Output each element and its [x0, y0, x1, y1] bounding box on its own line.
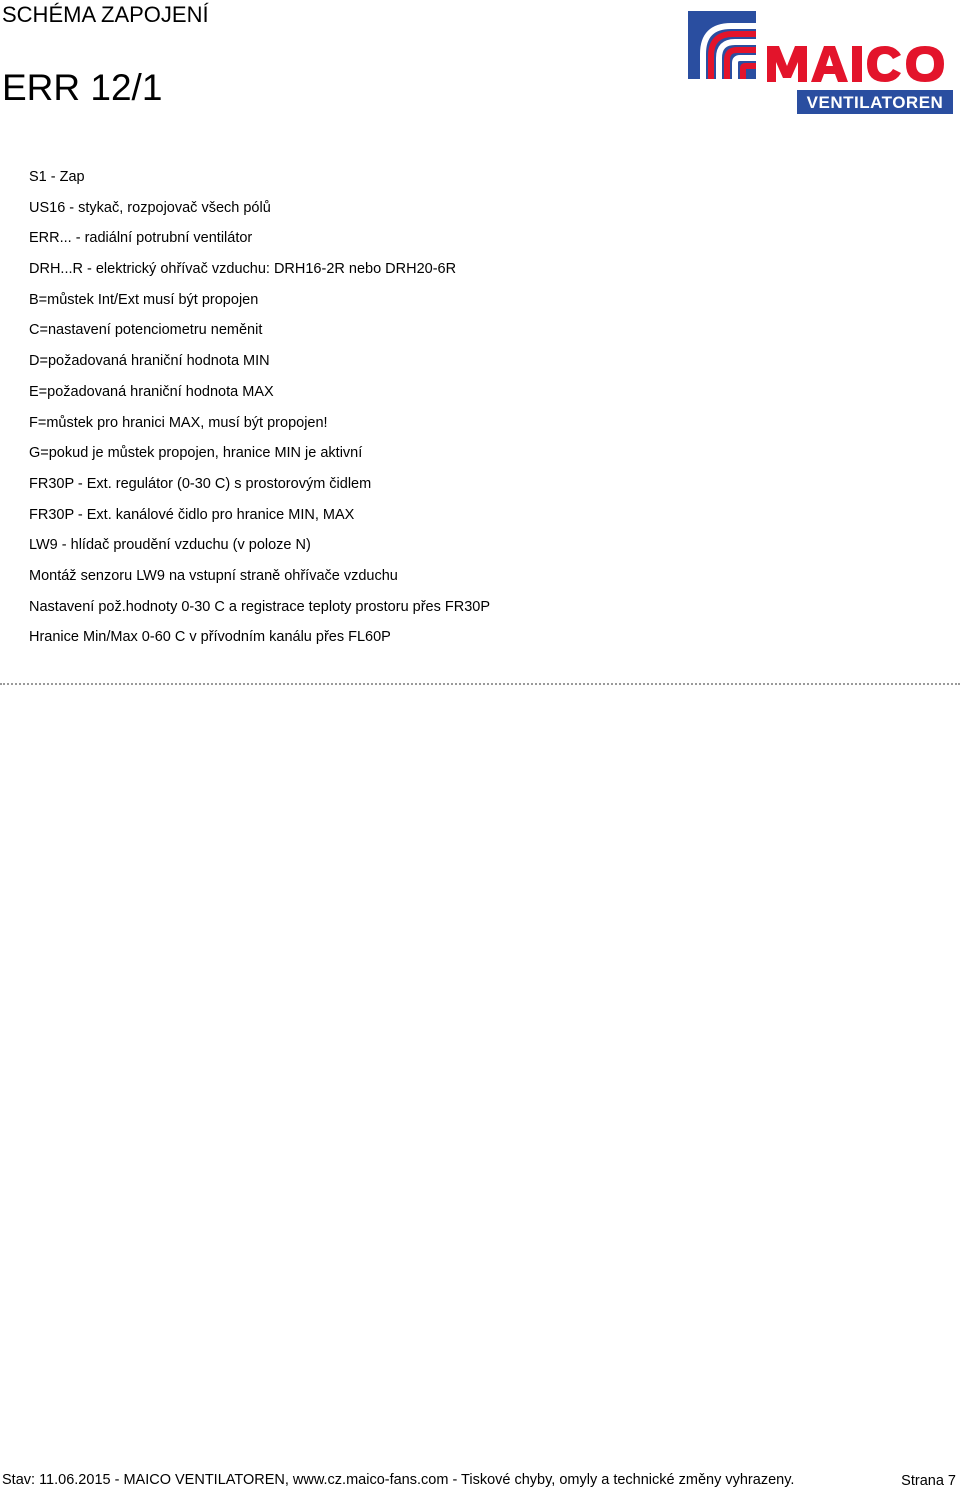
note-item: B=můstek Int/Ext musí být propojen — [29, 291, 259, 308]
maico-logo — [687, 10, 955, 116]
note-item: Montáž senzoru LW9 na vstupní straně ohřívače vzduchu — [29, 567, 398, 584]
note-item: FR30P - Ext. regulátor (0-30 C) s prostorovým čidlem — [29, 475, 372, 492]
note-item: Hranice Min/Max 0-60 C v přívodním kanálu přes FL60P — [29, 629, 391, 646]
note-item: E=požadovaná hraniční hodnota MAX — [29, 383, 274, 400]
footer-status: Stav: 11.06.2015 - MAICO VENTILATOREN, www.cz.maico-fans.com - Tiskové chyby, omyly a technické změny vyhrazeny. — [2, 1472, 795, 1488]
page-number: Strana 7 — [901, 1473, 956, 1489]
note-item: D=požadovaná hraniční hodnota MIN — [29, 353, 270, 370]
note-item: G=pokud je můstek propojen, hranice MIN je aktivní — [29, 445, 363, 462]
note-item: FR30P - Ext. kanálové čidlo pro hranice MIN, MAX — [29, 506, 355, 523]
maico-wordmark — [767, 46, 944, 82]
maico-emblem-icon — [688, 11, 756, 79]
section-title: SCHÉMA ZAPOJENÍ — [2, 2, 209, 27]
svg-text:VENTILATOREN: VENTILATOREN — [806, 93, 944, 112]
ventilatoren-banner — [797, 90, 953, 114]
note-item: Nastavení pož.hodnoty 0-30 C a registrace teploty prostoru přes FR30P — [29, 598, 491, 615]
note-item: DRH...R - elektrický ohřívač vzduchu: DRH16-2R nebo DRH20-6R — [29, 261, 457, 278]
note-item: ERR... - radiální potrubní ventilátor — [29, 230, 253, 247]
product-title: ERR 12/1 — [2, 67, 163, 108]
note-item: F=můstek pro hranici MAX, musí být propojen! — [29, 414, 328, 431]
note-item: LW9 - hlídač proudění vzduchu (v poloze N) — [29, 537, 311, 554]
dotted-separator — [0, 683, 960, 685]
note-item: S1 - Zap — [29, 169, 85, 185]
note-item: C=nastavení potenciometru neměnit — [29, 322, 263, 339]
note-item: US16 - stykač, rozpojovač všech pólů — [29, 199, 271, 216]
wiring-notes-list — [29, 168, 490, 659]
